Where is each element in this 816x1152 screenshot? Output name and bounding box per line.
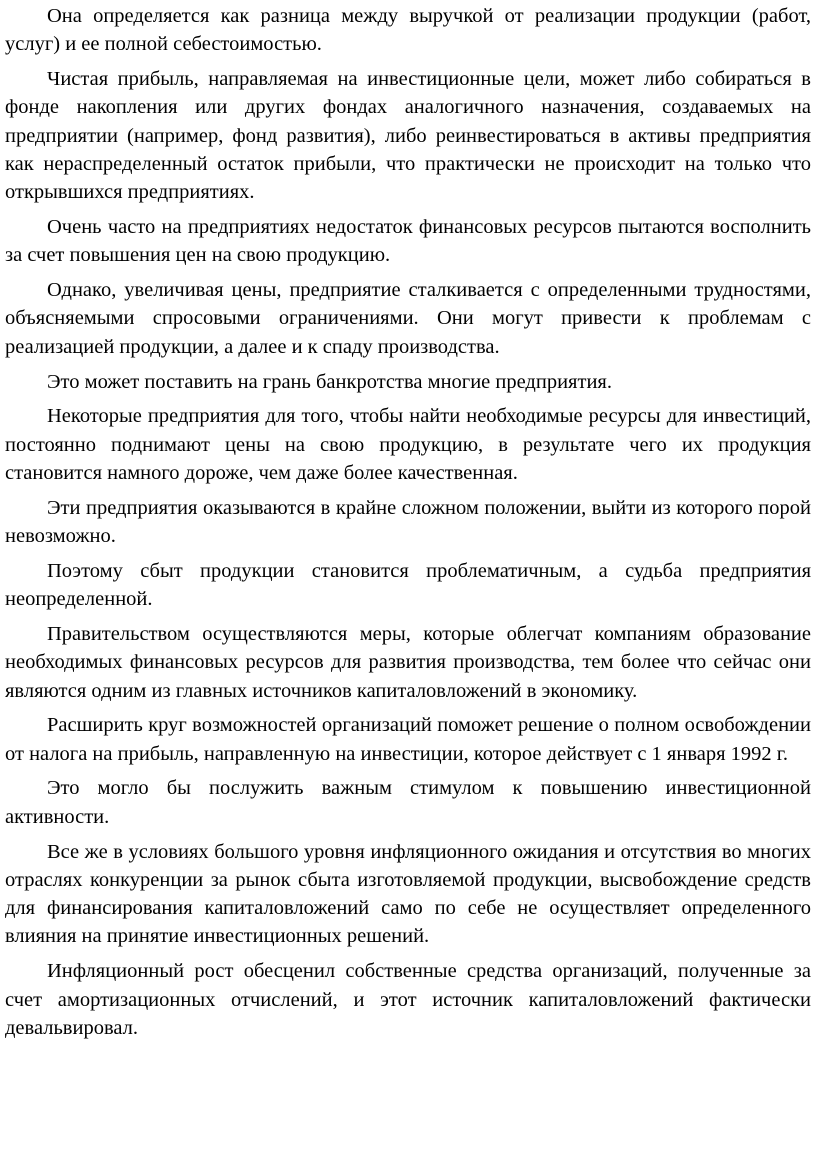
paragraph-1: Она определяется как разница между выручкой от реализации продукции (работ, услуг) и ее полной себестоимостью. xyxy=(5,5,811,56)
paragraph-11: Это могло бы послужить важным стимулом к повышению инвестиционной активности. xyxy=(5,777,811,828)
paragraph-2: Чистая прибыль, направляемая на инвестиционные цели, может либо собираться в фонде накопления или других фондах аналогичного назначения, создаваемых на предприятии (например, фонд развития), либо реинвестироваться в активы предприятия как нераспределенный остаток прибыли, что практически не происходит на только что открывшихся предприятиях. xyxy=(5,68,811,204)
paragraph-3: Очень часто на предприятиях недостаток финансовых ресурсов пытаются восполнить за счет повышения цен на свою продукцию. xyxy=(5,216,811,267)
document-page xyxy=(5,2,811,1049)
paragraph-9: Правительством осуществляются меры, которые облегчат компаниям образование необходимых финансовых ресурсов для развития производства, тем более что сейчас они являются одним из главных источников капиталовложений в экономику. xyxy=(5,622,811,702)
paragraph-4: Однако, увеличивая цены, предприятие сталкивается с определенными трудностями, объясняемыми спросовыми ограничениями. Они могут привести к проблемам с реализацией продукции, а далее и к спаду производства. xyxy=(5,279,811,358)
paragraph-5: Это может поставить на грань банкротства многие предприятия. xyxy=(47,370,612,393)
paragraph-12: Все же в условиях большого уровня инфляционного ожидания и отсутствия во многих отраслях конкуренции за рынок сбыта изготовляемой продукции, высвобождение средств для финансирования капиталовложений само по себе не осуществляет определенного влияния на принятие инвестиционных решений. xyxy=(5,840,811,948)
paragraph-7: Эти предприятия оказываются в крайне сложном положении, выйти из которого порой невозможно. xyxy=(5,496,811,548)
paragraph-8: Поэтому сбыт продукции становится проблематичным, а судьба предприятия неопределенной. xyxy=(5,559,811,611)
paragraph-10: Расширить круг возможностей организаций поможет решение о полном освобождении от налога на прибыль, направленную на инвестиции, которое действует с 1 января 1992 г. xyxy=(5,714,811,765)
paragraph-13: Инфляционный рост обесценил собственные средства организаций, полученные за счет амортизационных отчислений, и этот источник капиталовложений фактически девальвировал. xyxy=(5,960,811,1039)
paragraph-6: Некоторые предприятия для того, чтобы найти необходимые ресурсы для инвестиций, постоянно поднимают цены на свою продукцию, в результате чего их продукция становится намного дороже, чем даже более качественная. xyxy=(5,405,811,484)
